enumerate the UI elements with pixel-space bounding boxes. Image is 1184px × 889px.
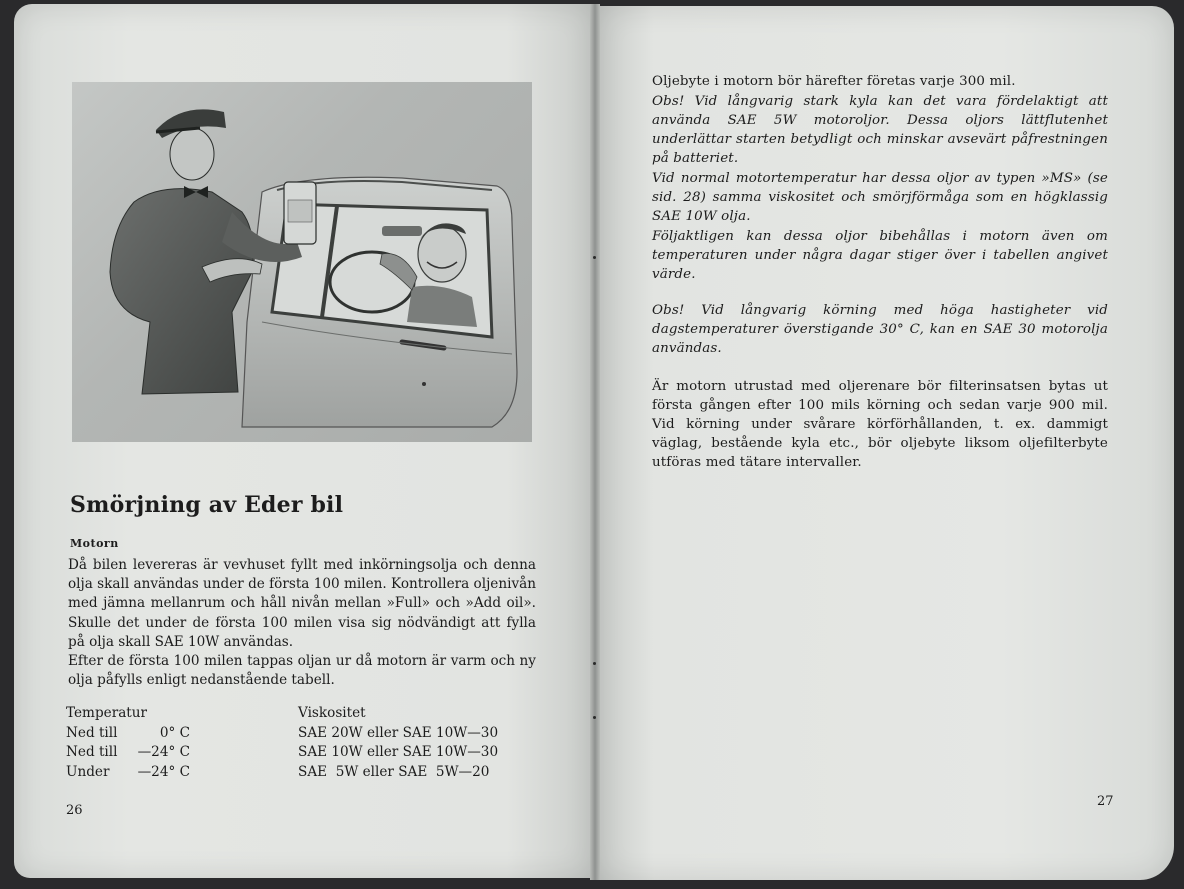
page-number-left: 26 [66,803,83,818]
table-cell-viscosity: SAE 20W eller SAE 10W—30 [298,724,499,741]
paragraph-oil-change: Efter de första 100 milen tappas oljan ur då motorn är varm och ny olja påfylls enligt nedanstående tabell. [68,653,536,689]
right-body-text [652,72,1108,472]
section-subheading: Motorn [70,537,119,550]
illustration-attendant-and-car [72,82,532,442]
table-cell-condition: Under [66,763,110,780]
table-row [66,743,536,763]
table-cell-condition: Ned till [66,724,118,741]
table-cell-condition: Ned till [66,744,118,760]
paragraph-retain-oil: Följaktligen kan dessa oljor bibehållas i motorn även om temperaturen under några dagar stiger över i tabellen angivet värde. [652,229,1108,282]
table-cell-viscosity: SAE 5W eller SAE 5W—20 [298,763,490,780]
binding-staple [593,716,596,719]
viscosity-table [66,704,536,782]
paragraph-cold-note: Obs! Vid långvarig stark kyla kan det vara fördelaktigt att använda SAE 5W motoroljor. Dessa oljors lättflutenhet underlättar starten betydligt och minskar avsevärt påfrestningen på batteriet. [652,94,1108,166]
table-cell-temperature: —24° C [137,744,190,760]
table-row [66,724,536,744]
page-heading: Smörjning av Eder bil [70,492,344,518]
table-cell-temperature: 0° C [159,724,190,741]
table-header-row [66,704,536,724]
table-cell-viscosity: SAE 10W eller SAE 10W—30 [298,744,499,760]
paragraph-oil-interval: Oljebyte i motorn bör härefter företas varje 300 mil. [652,74,1016,89]
paragraph-ms-oils: Vid normal motortemperatur har dessa oljor av typen »MS» (se sid. 28) samma viskositet och smörjförmåga som en högklassig SAE 10W olja. [652,171,1108,224]
book-gutter [590,4,600,880]
binding-staple [593,662,596,665]
page-number-right: 27 [1097,794,1114,809]
table-row [66,763,536,783]
table-cell-temperature: —24° C [137,763,190,780]
paragraph-oil-filter: Är motorn utrustad med oljerenare bör filterinsatsen bytas ut första gången efter 100 mils körning och sedan varje 900 mil. Vid körning under svårare körförhållanden, t. ex. dammigt väglag, bestående kyla etc., bör oljebyte liksom oljefilterbyte utföras med tätare intervaller. [652,379,1108,470]
left-body-text [68,556,536,690]
illustration-drawing [72,82,532,442]
table-header-viscosity: Viskositet [298,705,366,721]
table-header-temperature: Temperatur [66,705,148,721]
paragraph-high-speed-note: Obs! Vid långvarig körning med höga hastigheter vid dagstemperaturer överstigande 30° C, kan en SAE 30 motorolja användas. [652,303,1108,356]
paragraph-delivery: Då bilen levereras är vevhuset fyllt med inkörningsolja och denna olja skall användas under de första 100 milen. Kontrollera oljenivån med jämna mellanrum och håll nivån mellan »Full» och »Add oil». Skulle det under de första 100 milen visa sig nödvändigt att fylla på olja skall SAE 10W användas. [68,557,536,650]
binding-staple [593,256,596,259]
